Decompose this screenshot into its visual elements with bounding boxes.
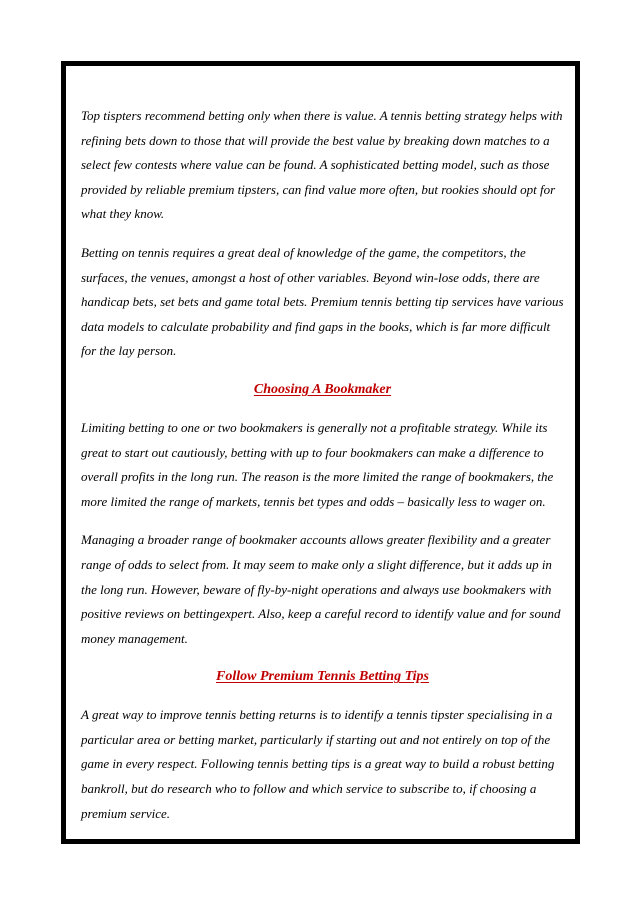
paragraph-tennis-knowledge: Betting on tennis requires a great deal of knowledge of the game, the competitors, the surfaces, the venues, amongst a host of other variables. Beyond win-lose odds, there are handicap bets, set bets and game total bets. Premium tennis betting tip services have various data models to calculate probability and find gaps in the books, which is far more difficult for the lay person. [81, 244, 564, 359]
document-body [81, 104, 564, 840]
paragraph-value-betting: Top tispters recommend betting only when there is value. A tennis betting strategy helps with refining bets down to those that will provide the best value by breaking down matches to a select few contests where value can be found. A sophisticated betting model, such as those provided by reliable premium tipsters, can find value more often, but rookies should opt for what they know. [81, 108, 563, 222]
paragraph-tipster-specialising: A great way to improve tennis betting returns is to identify a tennis tipster specialising in a particular area or betting market, particularly if starting out and not entirely on top of the game in every respect. Following tennis betting tips is a great way to build a robust betting bankroll, but do research who to follow and which service to subscribe to, if choosing a premium service. [81, 707, 555, 821]
page-border-frame [61, 61, 580, 844]
heading-choosing-bookmaker: Choosing A Bookmaker [253, 381, 392, 397]
paragraph-limiting-bookmakers: Limiting betting to one or two bookmakers is generally not a profitable strategy. While its great to start out cautiously, betting with up to four bookmakers can make a difference to overall profits in the long run. The reason is the more limited the range of bookmakers, the more limited the range of markets, tennis bet types and odds – basically less to wager on. [81, 419, 554, 509]
heading-premium-tips: Follow Premium Tennis Betting Tips [216, 669, 429, 685]
paragraph-bookmaker-accounts: Managing a broader range of bookmaker accounts allows greater flexibility and a greater range of odds to select from. It may seem to make only a slight difference, but it adds up in the long run. However, beware of fly-by-night operations and always use bookmakers with positive reviews on bettingexpert. Also, keep a careful record to identify value and for sound money management. [81, 532, 561, 646]
